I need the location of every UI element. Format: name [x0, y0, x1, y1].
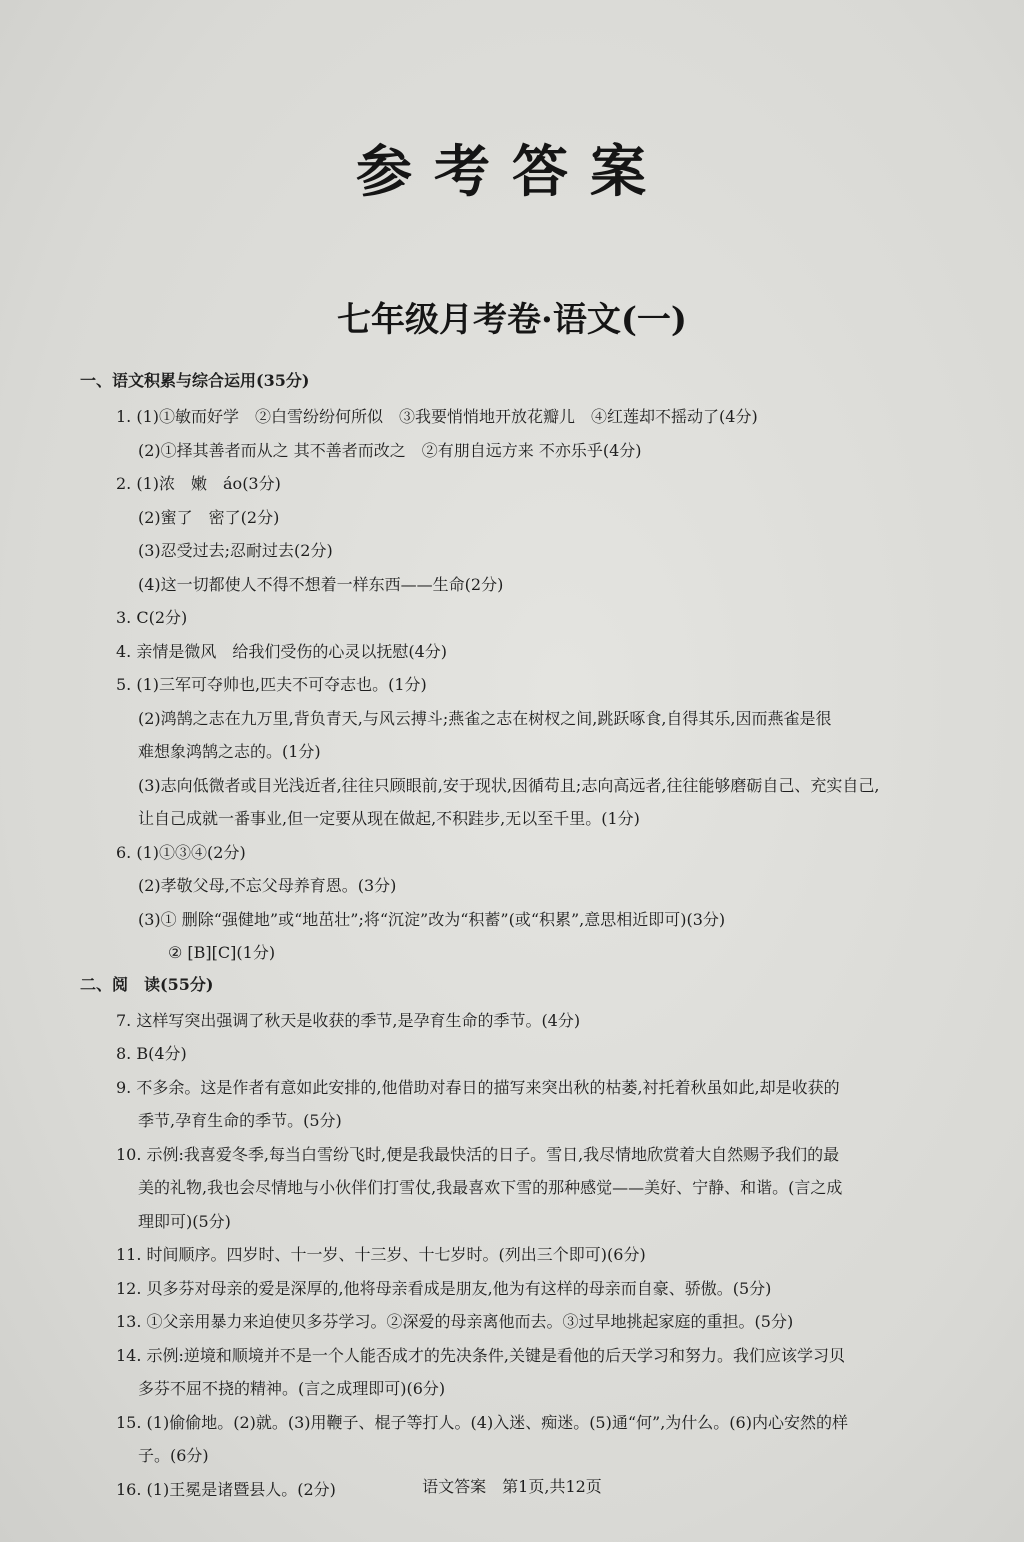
- answer-line: 7. 这样写突出强调了秋天是收获的季节,是孕育生命的季节。(4分): [116, 1010, 581, 1030]
- answer-line: 6. (1)①③④(2分): [116, 842, 246, 862]
- page-footer: 语文答案 第1页,共12页: [422, 1477, 602, 1496]
- answer-line: 2. (1)浓 嫩 áo(3分): [116, 474, 281, 493]
- answer-line: (2)鸿鹄之志在九万里,背负青天,与风云搏斗;燕雀之志在树杈之间,跳跃啄食,自得其乐,因而燕雀是很: [138, 708, 832, 728]
- answer-line: (3)志向低微者或目光浅近者,往往只顾眼前,安于现状,因循苟且;志向高远者,往往能够磨砺自己、充实自己,: [138, 775, 880, 795]
- answer-line: (3)忍受过去;忍耐过去(2分): [138, 541, 333, 560]
- section-heading-1: 一、语文积累与综合运用(35分): [80, 371, 310, 390]
- answer-line: 15. (1)偷偷地。(2)就。(3)用鞭子、棍子等打人。(4)入迷、痴迷。(5)通“何”,为什么。(6)内心安然的样: [116, 1412, 848, 1432]
- answer-line: 10. 示例:我喜爱冬季,每当白雪纷飞时,便是我最快活的日子。雪日,我尽情地欣赏着大自然赐予我们的最: [116, 1144, 840, 1164]
- answer-line: ② [B][C](1分): [168, 943, 276, 962]
- answer-line: 5. (1)三军可夺帅也,匹夫不可夺志也。(1分): [116, 675, 427, 694]
- answer-line: 11. 时间顺序。四岁时、十一岁、十三岁、十七岁时。(列出三个即可)(6分): [116, 1245, 646, 1264]
- answer-line: 14. 示例:逆境和顺境并不是一个人能否成才的先决条件,关键是看他的后天学习和努力。我们应该学习贝: [116, 1345, 846, 1365]
- page-title: 参考答案: [356, 139, 668, 205]
- answer-line: 多芬不屈不挠的精神。(言之成理即可)(6分): [138, 1379, 446, 1398]
- answer-line: 4. 亲情是微风 给我们受伤的心灵以抚慰(4分): [116, 641, 448, 661]
- answer-line: 9. 不多余。这是作者有意如此安排的,他借助对春日的描写来突出秋的枯萎,衬托着秋虽如此,却是收获的: [116, 1077, 840, 1097]
- answer-line: 子。(6分): [138, 1446, 209, 1465]
- answer-line: 让自己成就一番事业,但一定要从现在做起,不积跬步,无以至千里。(1分): [138, 809, 640, 828]
- section-heading-2: 二、阅 读(55分): [80, 974, 214, 994]
- answer-line: 1. (1)①敏而好学 ②白雪纷纷何所似 ③我要悄悄地开放花瓣儿 ④红莲却不摇动了(4分): [116, 407, 758, 426]
- answer-content: [80, 366, 990, 1506]
- answer-line: 12. 贝多芬对母亲的爱是深厚的,他将母亲看成是朋友,他为有这样的母亲而自豪、骄傲。(5分): [116, 1278, 772, 1298]
- answer-line: (2)孝敬父母,不忘父母养育恩。(3分): [138, 876, 397, 895]
- answer-line: (4)这一切都使人不得不想着一样东西——生命(2分): [138, 574, 504, 594]
- answer-line: (2)蜜了 密了(2分): [138, 507, 280, 527]
- answer-line: 8. B(4分): [116, 1044, 187, 1063]
- answer-line: 季节,孕育生命的季节。(5分): [138, 1111, 342, 1130]
- answer-line: 3. C(2分): [116, 608, 188, 627]
- answer-line: 理即可)(5分): [138, 1211, 231, 1231]
- answer-line: (3)① 删除“强健地”或“地茁壮”;将“沉淀”改为“积蓄”(或“积累”,意思相近即可)(3分): [138, 909, 726, 929]
- answer-line: 13. ①父亲用暴力来迫使贝多芬学习。②深爱的母亲离他而去。③过早地挑起家庭的重担。(5分): [116, 1312, 794, 1331]
- exam-subtitle: 七年级月考卷·语文(一): [336, 300, 687, 340]
- answer-line: 美的礼物,我也会尽情地与小伙伴们打雪仗,我最喜欢下雪的那种感觉——美好、宁静、和谐。(言之成: [138, 1178, 843, 1197]
- answer-line: 难想象鸿鹄之志的。(1分): [138, 742, 321, 761]
- answer-line: 16. (1)王冕是诸暨县人。(2分): [116, 1479, 336, 1499]
- answer-line: (2)①择其善者而从之 其不善者而改之 ②有朋自远方来 不亦乐乎(4分): [138, 440, 642, 460]
